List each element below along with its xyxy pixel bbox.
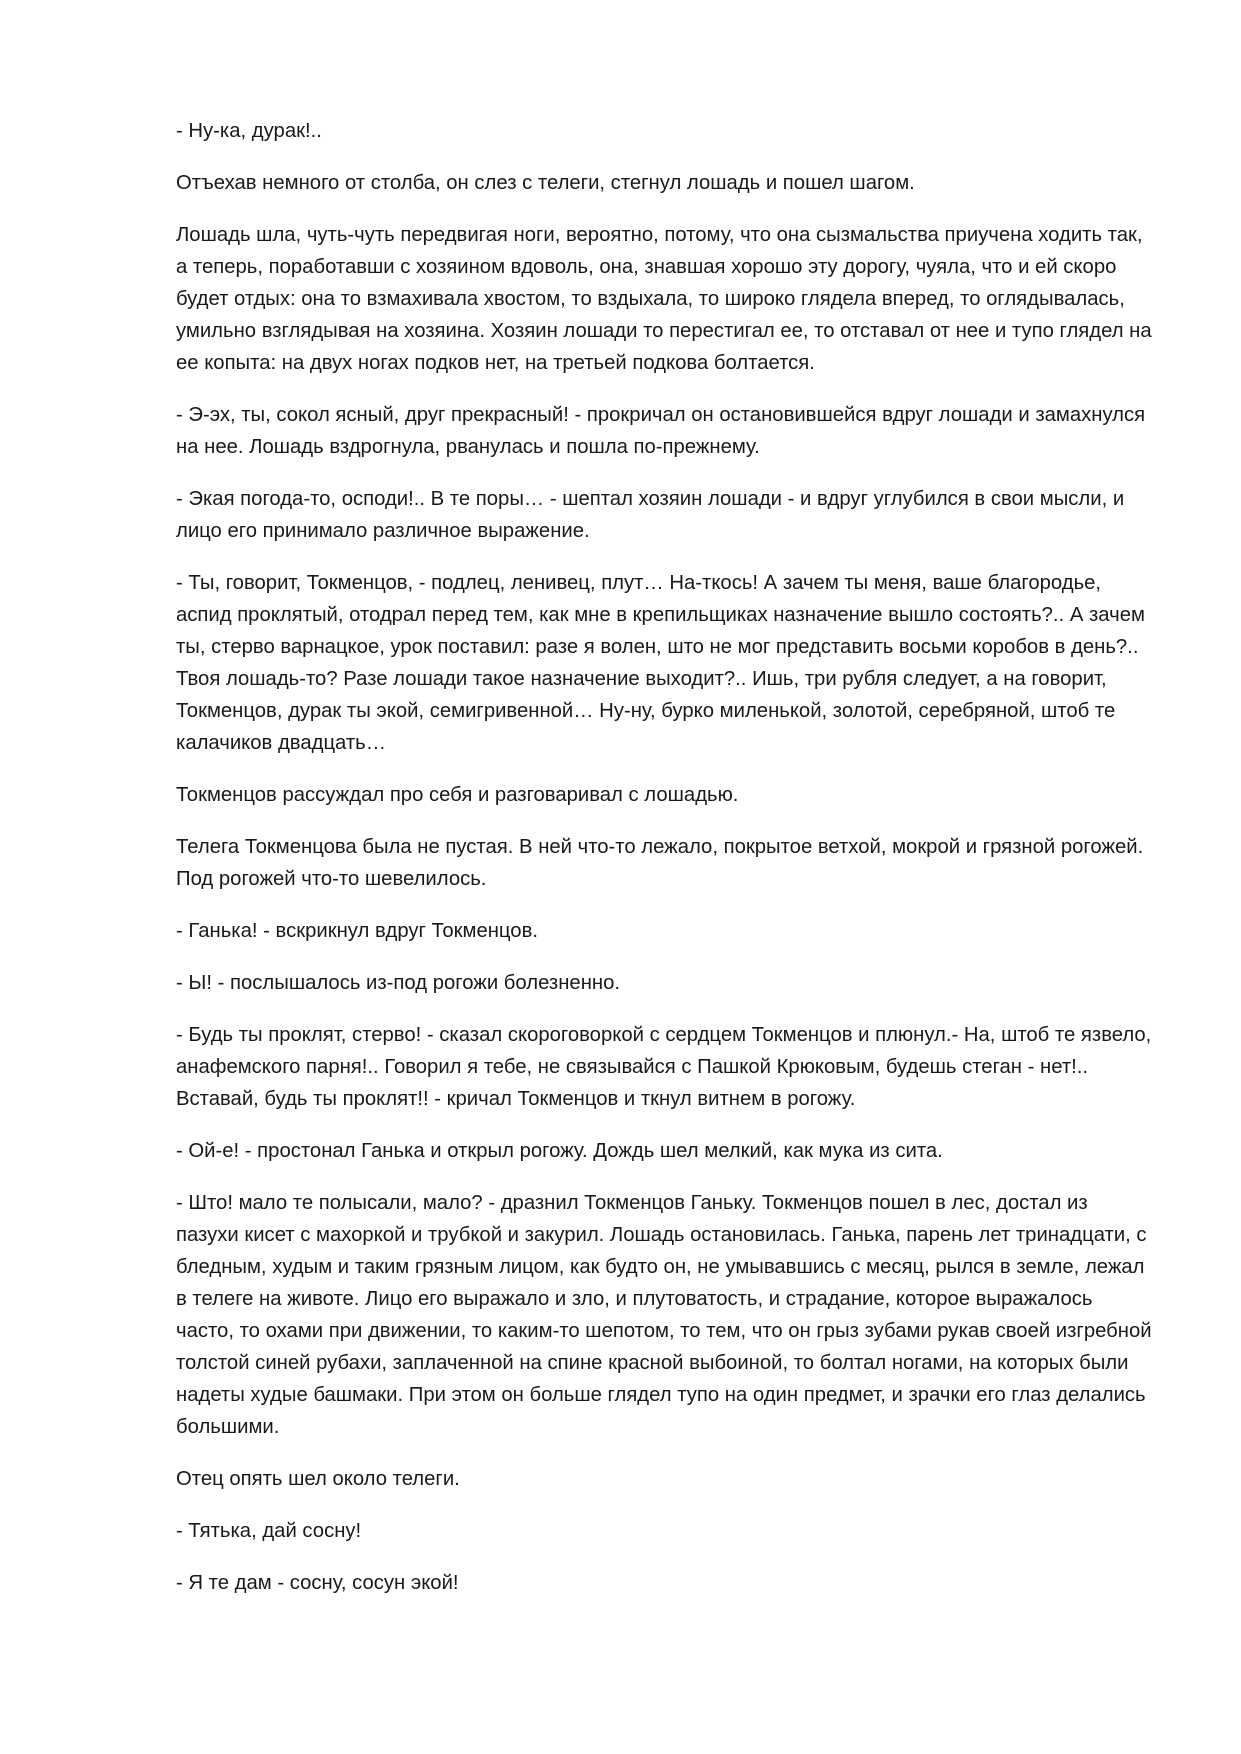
paragraph: - Ой-е! - простонал Ганька и открыл рогожу. Дождь шел мелкий, как мука из сита.: [176, 1140, 943, 1162]
paragraph: Телега Токменцова была не пустая. В ней что-то лежало, покрытое ветхой, мокрой и грязной рогожей. Под рогожей что-то шевелилось.: [176, 836, 1144, 890]
paragraph: - Будь ты проклят, стерво! - сказал скороговоркой с сердцем Токменцов и плюнул.- На, штоб те язвело, анафемского парня!.. Говорил я тебе, не связывайся с Пашкой Крюковым, будешь стеган - нет!.. Вставай, будь ты проклят!! - кричал Токменцов и ткнул витнем в рогожу.: [176, 1024, 1152, 1110]
paragraph: - Ну-ка, дурак!..: [176, 120, 322, 142]
paragraph: - Тятька, дай сосну!: [176, 1520, 362, 1542]
paragraph: - Ганька! - вскрикнул вдруг Токменцов.: [176, 920, 539, 942]
paragraph: - Што! мало те полысали, мало? - дразнил Токменцов Ганьку. Токменцов пошел в лес, достал из пазухи кисет с махоркой и трубкой и закурил. Лошадь остановилась. Ганька, парень лет тринадцати, с бледным, худым и таким грязным лицом, как будто он, не умывавшись с месяц, рылся в земле, лежал в телеге на животе. Лицо его выражало и зло, и плутоватость, и страдание, которое выражалось часто, то охами при движении, то каким-то шепотом, то тем, что он грыз зубами рукав своей изгребной толстой синей рубахи, заплаченной на спине красной выбоиной, то болтал ногами, на которых были надеты худые башмаки. При этом он больше глядел тупо на один предмет, и зрачки его глаз делались большими.: [176, 1192, 1152, 1438]
paragraph: - Ы! - послышалось из-под рогожи болезненно.: [176, 972, 621, 994]
paragraph: Отец опять шел около телеги.: [176, 1468, 460, 1490]
paragraph: - Ты, говорит, Токменцов, - подлец, ленивец, плут… На-ткось! А зачем ты меня, ваше благородье, аспид проклятый, отодрал перед тем, как мне в крепильщиках назначение вышло состоять?.. А зачем ты, стерво варнацкое, урок поставил: разе я волен, што не мог представить восьми коробов в день?.. Твоя лошадь-то? Разе лошади такое назначение выходит?.. Ишь, три рубля следует, а на говорит, Токменцов, дурак ты экой, семигривенной… Ну-ну, бурко миленькой, золотой, серебряной, штоб те калачиков двадцать…: [176, 572, 1145, 754]
paragraph: - Я те дам - сосну, сосун экой!: [176, 1572, 459, 1594]
paragraph: - Экая погода-то, осподи!.. В те поры… - шептал хозяин лошади - и вдруг углубился в свои мысли, и лицо его принимало различное выражение.: [176, 488, 1125, 542]
paragraph: Лошадь шла, чуть-чуть передвигая ноги, вероятно, потому, что она сызмальства приучена ходить так, а теперь, поработавши с хозяином вдоволь, она, знавшая хорошо эту дорогу, чуяла, что и ей скоро будет отдых: она то взмахивала хвостом, то вздыхала, то широко глядела вперед, то оглядывалась, умильно взглядывая на хозяина. Хозяин лошади то перестигал ее, то отставал от нее и тупо глядел на ее копыта: на двух ногах подков нет, на третьей подкова болтается.: [176, 224, 1152, 374]
paragraph: Отъехав немного от столба, он слез с телеги, стегнул лошадь и пошел шагом.: [176, 172, 915, 194]
paragraph: Токменцов рассуждал про себя и разговаривал с лошадью.: [176, 784, 739, 806]
paragraph: - Э-эх, ты, сокол ясный, друг прекрасный! - прокричал он остановившейся вдруг лошади и замахнулся на нее. Лошадь вздрогнула, рванулась и пошла по-прежнему.: [176, 404, 1146, 458]
text-column: [176, 115, 1156, 1619]
